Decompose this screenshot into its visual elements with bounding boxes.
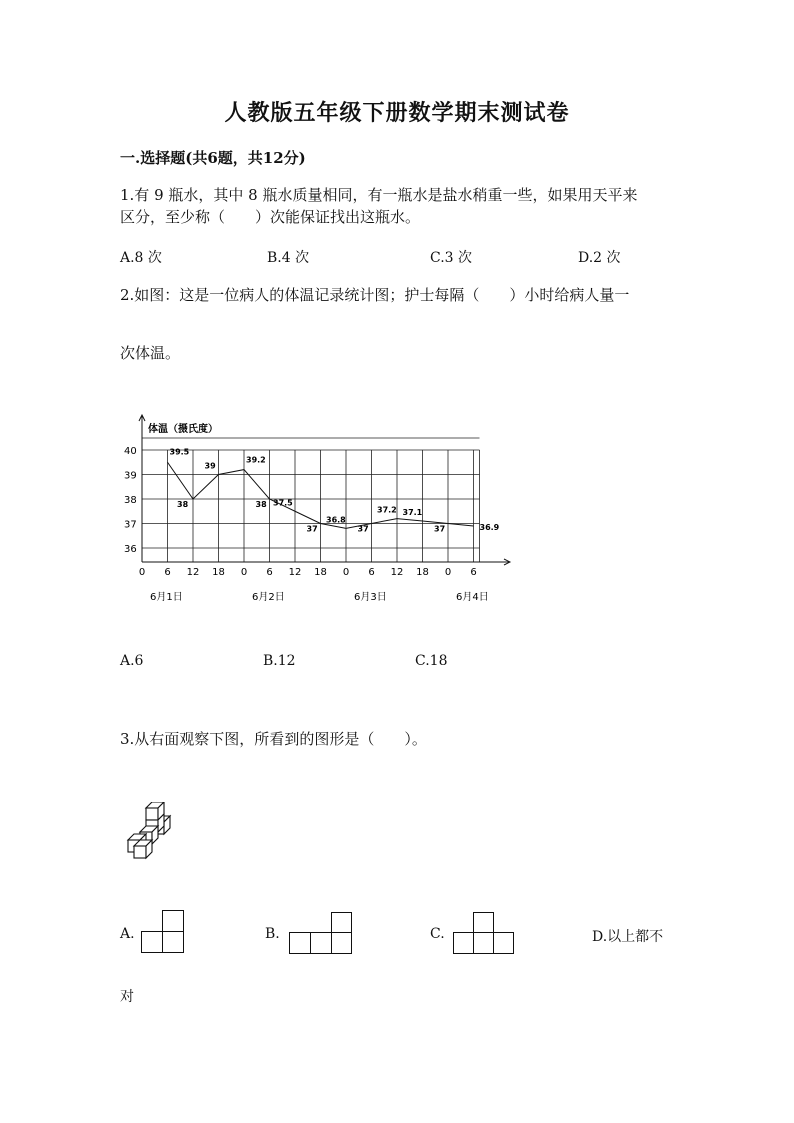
- option-c-view-figure: [453, 912, 515, 955]
- data-label: 37: [434, 524, 446, 534]
- chart-grid: [142, 438, 480, 562]
- section-heading: 一.选择题(共6题，共12分): [120, 149, 306, 167]
- q1-line2: 区分，至少称（ ）次能保证找出这瓶水。: [120, 208, 421, 226]
- q2-line1: 2.如图：这是一位病人的体温记录统计图；护士每隔（ ）小时给病人量一: [120, 286, 630, 304]
- q1-option-b: B.4 次: [267, 250, 310, 266]
- data-label: 39.5: [169, 447, 190, 457]
- q3-option-b: B.: [265, 926, 280, 942]
- q1-option-d: D.2 次: [578, 250, 621, 266]
- q3-option-d-continued: 对: [120, 989, 134, 1005]
- x-tick-label: 0: [138, 567, 146, 578]
- q3-option-c: C.: [430, 926, 445, 942]
- option-b-view-figure: [289, 912, 353, 955]
- y-tick-label: 36: [124, 544, 137, 555]
- day-label: 6月4日: [456, 592, 489, 603]
- x-tick-label: 18: [212, 567, 225, 578]
- cube-stack-figure: [124, 802, 176, 860]
- chart-axes: [139, 415, 510, 565]
- q1-option-a: A.8 次: [120, 250, 162, 266]
- x-tick-label: 12: [390, 567, 404, 578]
- q2-option-c: C.18: [415, 653, 448, 669]
- temperature-chart: [120, 410, 520, 605]
- data-labels: [170, 447, 500, 533]
- x-tick-label: 12: [288, 567, 302, 578]
- q3-line1: 3.从右面观察下图，所看到的图形是（ ）。: [120, 730, 427, 748]
- x-tick-labels: [139, 567, 477, 578]
- data-label: 39: [204, 461, 216, 471]
- y-tick-label: 38: [124, 495, 137, 506]
- x-tick-label: 6: [368, 567, 375, 578]
- x-tick-label: 18: [416, 567, 429, 578]
- data-label: 37: [357, 524, 369, 534]
- x-tick-label: 0: [342, 567, 350, 578]
- data-label: 37.1: [402, 508, 423, 518]
- y-tick-labels: [124, 446, 137, 555]
- y-tick-label: 37: [124, 519, 137, 531]
- q2-line2: 次体温。: [120, 344, 181, 362]
- y-tick-label: 39: [124, 470, 137, 482]
- data-label: 37.5: [273, 498, 293, 508]
- q2-option-a: A.6: [120, 653, 144, 669]
- x-tick-label: 0: [444, 567, 452, 578]
- q3-option-a: A.: [120, 926, 135, 942]
- q1-line1: 1.有 9 瓶水，其中 8 瓶水质量相同，有一瓶水是盐水稍重一些，如果用天平来: [120, 186, 638, 204]
- y-tick-label: 40: [124, 446, 137, 457]
- page-title: 人教版五年级下册数学期末测试卷: [224, 100, 570, 126]
- data-label: 38: [255, 500, 267, 509]
- day-label: 6月3日: [354, 592, 387, 603]
- x-tick-label: 0: [240, 567, 248, 578]
- x-tick-label: 12: [186, 567, 200, 578]
- data-label: 37.2: [377, 505, 397, 515]
- data-label: 36.9: [479, 522, 500, 532]
- option-a-view-figure: [141, 910, 185, 955]
- data-label: 36.8: [326, 515, 346, 525]
- q2-option-b: B.12: [263, 653, 296, 669]
- q1-option-c: C.3 次: [430, 250, 473, 266]
- data-label: 37: [306, 524, 318, 534]
- y-axis-label: 体温（摄氏度）: [148, 424, 218, 435]
- data-label: 39.2: [246, 455, 266, 465]
- day-label: 6月2日: [252, 592, 285, 603]
- day-labels: [150, 591, 489, 603]
- x-tick-label: 6: [164, 567, 171, 578]
- x-tick-label: 6: [266, 567, 273, 578]
- x-tick-label: 6: [470, 567, 477, 578]
- x-tick-label: 18: [314, 567, 327, 578]
- data-label: 38: [177, 500, 189, 509]
- q3-option-d: D.以上都不: [592, 929, 664, 945]
- day-label: 6月1日: [150, 592, 183, 603]
